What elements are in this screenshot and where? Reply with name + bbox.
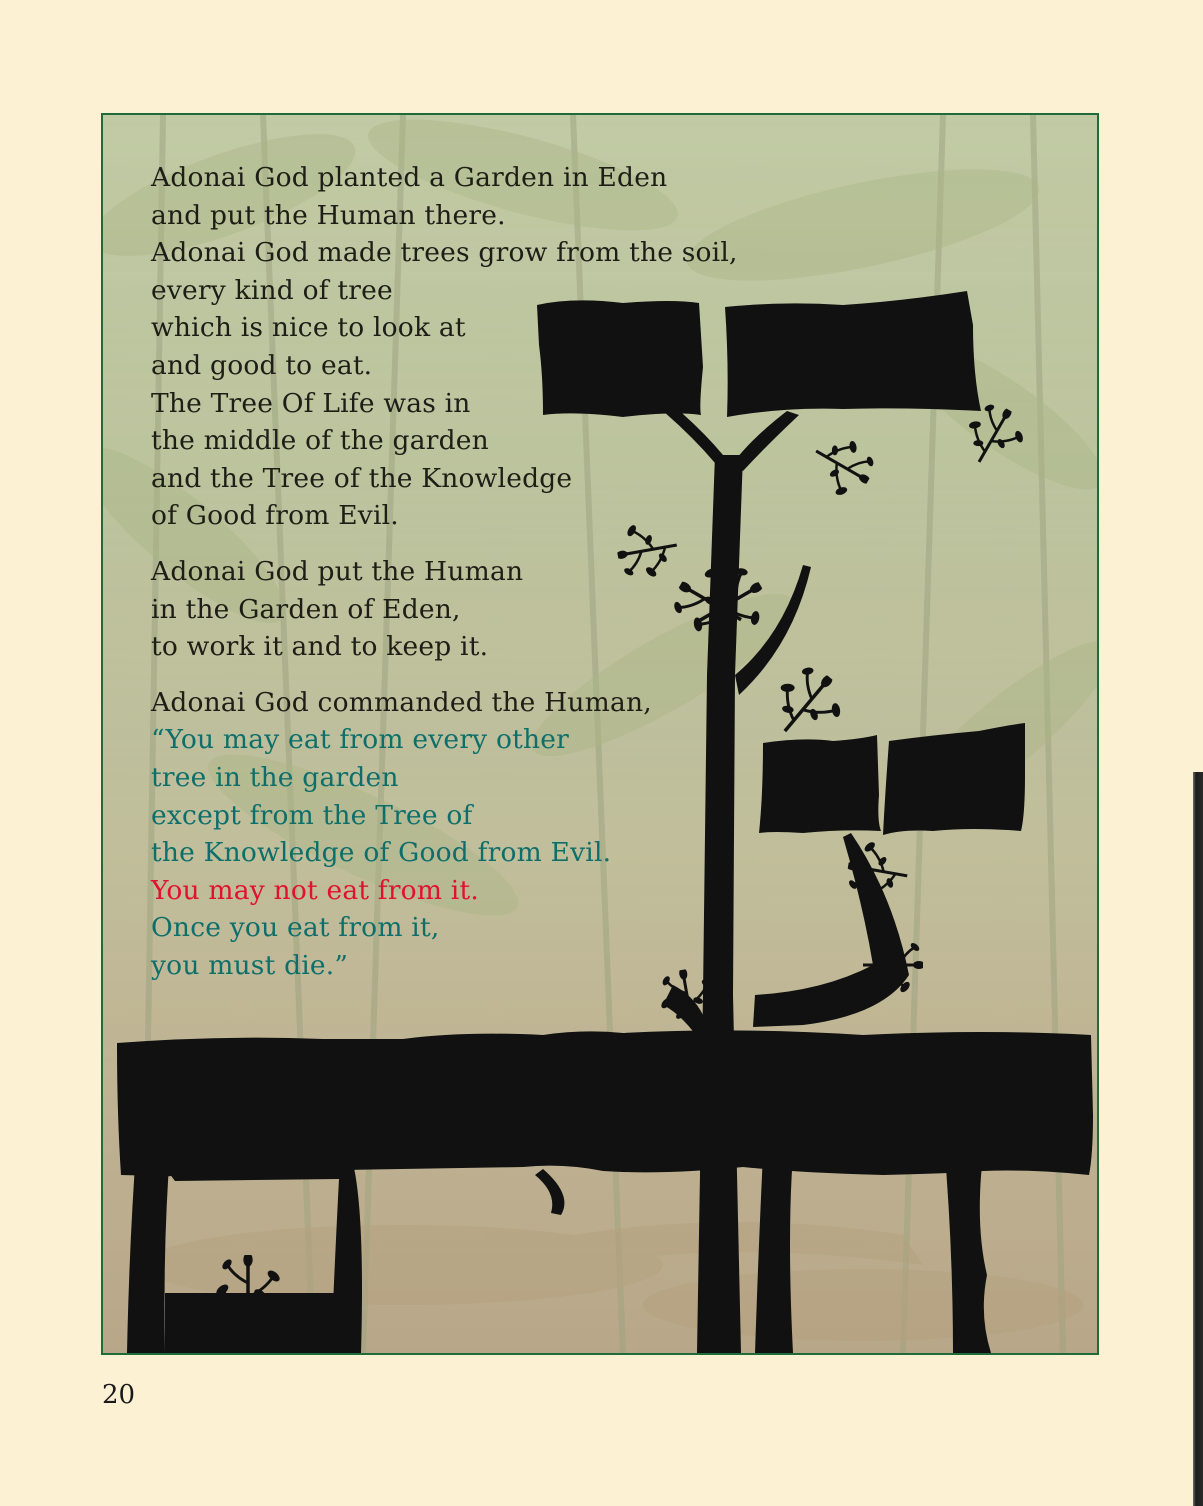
poem-line: The Tree Of Life was in [151, 387, 471, 419]
page-edge-strip [1193, 772, 1203, 1506]
poem-line: and put the Human there. [151, 199, 506, 231]
poem-line: Adonai God made trees grow from the soil, [151, 237, 738, 269]
commandment-intro: Adonai God commanded the Human, [151, 686, 652, 718]
poem-line: Adonai God planted a Garden in Eden [151, 162, 668, 193]
warning-line: You may not eat from it. [151, 874, 479, 906]
poem-line: every kind of tree [151, 274, 393, 306]
page-number: 20 [102, 1380, 136, 1410]
poem-line: and the Tree of the Knowledge [151, 462, 573, 494]
poem-text [151, 159, 738, 1002]
quote-line: the Knowledge of Good from Evil. [151, 837, 612, 869]
stanza-garden [151, 159, 738, 535]
quote-line: “You may eat from every other [151, 724, 569, 756]
poem-line: of Good from Evil. [151, 500, 399, 532]
quote-line: Once you eat from it, [151, 912, 440, 944]
poem-line: to work it and to keep it. [151, 631, 489, 663]
quote-line: tree in the garden [151, 761, 399, 793]
poem-line: which is nice to look at [151, 312, 466, 344]
poem-line: Adonai God put the Human [151, 555, 524, 587]
illustration-frame [101, 113, 1099, 1355]
quote-line: you must die.” [151, 949, 349, 981]
stanza-work-and-keep [151, 553, 738, 666]
poem-line: in the Garden of Eden, [151, 593, 461, 625]
poem-line: and good to eat. [151, 349, 373, 381]
quote-line: except from the Tree of [151, 799, 473, 831]
poem-line: the middle of the garden [151, 425, 489, 457]
stanza-commandment [151, 684, 738, 985]
